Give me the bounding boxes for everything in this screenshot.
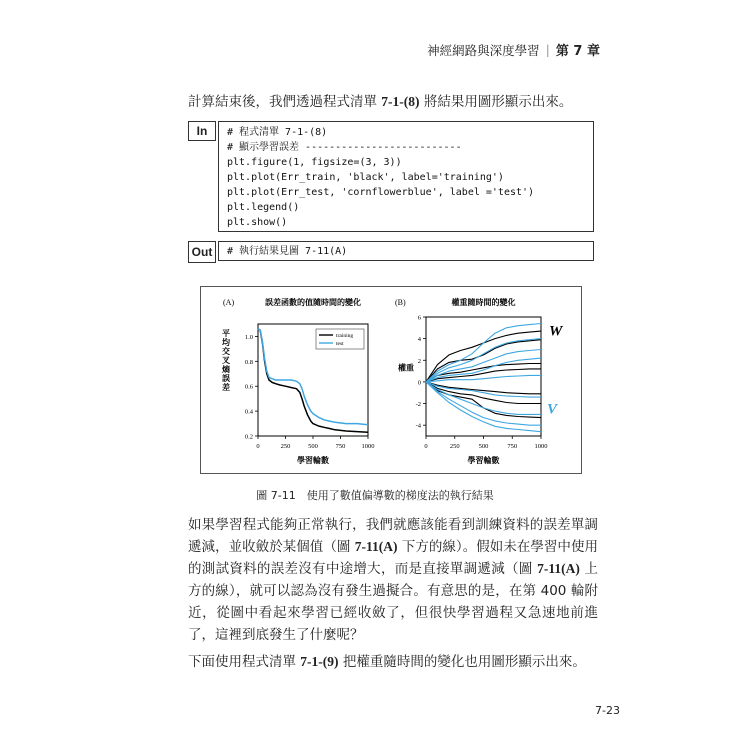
output-box: [218, 241, 594, 261]
panel-label: (A): [223, 298, 235, 307]
intro-sentence: [188, 90, 572, 110]
y-tick-label: 2: [417, 357, 421, 365]
code-line: plt.plot(Err_train, 'black', label='training'): [227, 172, 504, 183]
legend-label: training: [336, 333, 354, 339]
x-tick-label: 750: [507, 443, 518, 450]
chart-title: 誤差函數的值隨時間的變化: [265, 298, 361, 307]
intro-listing-ref: 7-1-(8): [381, 94, 420, 109]
paragraph-text: 把權重隨時間的變化也用圖形顯示出來。: [338, 654, 586, 670]
figure-frame: [200, 286, 582, 474]
output-line: # 執行結果見圖 7-11(A): [227, 246, 348, 257]
y-tick-label: 1.0: [244, 333, 253, 341]
x-tick-label: 500: [478, 443, 489, 450]
body-paragraph-2: [188, 651, 598, 673]
figure-ref: 7-11(A): [537, 561, 580, 576]
chart-title: 權重隨時間的變化: [451, 298, 516, 307]
figure-ref: 7-11(A): [354, 539, 398, 554]
x-axis-label: 學習輪數: [297, 456, 329, 465]
code-line: plt.plot(Err_test, 'cornflowerblue', label ='test'): [227, 187, 535, 198]
header-separator: |: [545, 42, 550, 57]
running-header: [427, 40, 600, 59]
y-tick-label: 0.2: [244, 433, 253, 441]
code-line: plt.figure(1, figsize=(3, 3)): [227, 157, 402, 168]
y-tick-label: 4: [417, 336, 421, 344]
y-tick-label: -4: [415, 422, 421, 430]
out-label: Out: [188, 241, 216, 263]
figure-ref: 7-1-(9): [300, 654, 339, 669]
y-tick-label: -2: [415, 401, 421, 409]
in-label: In: [188, 121, 216, 141]
y-tick-label: 0.6: [244, 383, 253, 391]
y-tick-label: 0.8: [244, 358, 253, 366]
figure-svg: [201, 287, 581, 473]
y-axis-label: 權重: [398, 363, 414, 373]
intro-text-after: 將結果用圖形顯示出來。: [419, 94, 573, 110]
paragraph-text: 如果學習程式能夠正常執行，我們就應該能看到訓練資料的誤差單調遞減，並收斂於某個值（圖: [188, 517, 598, 555]
code-line: # 程式清單 7-1-(8): [227, 127, 328, 138]
x-tick-label: 750: [335, 443, 346, 450]
x-tick-label: 250: [449, 443, 460, 450]
y-tick-label: 0: [417, 379, 421, 387]
legend-label: test: [336, 341, 344, 347]
x-tick-label: 500: [308, 443, 318, 450]
page-number: 7-23: [595, 704, 620, 717]
paragraph-text: 下面使用程式清單: [188, 654, 301, 670]
annotation-v: V: [547, 401, 558, 418]
y-tick-label: 6: [417, 314, 421, 322]
y-tick-label: 0.4: [244, 408, 253, 416]
panel-label: (B): [395, 298, 406, 307]
x-tick-label: 1000: [534, 443, 548, 450]
x-tick-label: 1000: [361, 443, 375, 450]
x-tick-label: 0: [424, 443, 428, 450]
x-tick-label: 250: [280, 443, 291, 450]
paragraph-text: 上方的線），就可以認為沒有發生過擬合。有意思的是，在第 400 輪附近，從圖中看起來學習已經收斂了，但很快學習過程又急速地前進了，這裡到底發生了什麼呢？: [188, 561, 598, 643]
annotation-w: W: [549, 323, 563, 340]
figure-caption: 圖 7-11 使用了數值偏導數的梯度法的執行結果: [256, 489, 494, 502]
x-axis-label: 學習輪數: [467, 456, 500, 465]
code-listing: [218, 121, 594, 232]
paragraph-text: 下方的線）。假如未在學習中使用的測試資料的誤差沒有中途增大，而是直接單調遞減（圖: [188, 539, 598, 577]
section-title: 神經網路與深度學習: [427, 42, 540, 58]
y-axis-label: 平均交叉熵誤差: [221, 329, 231, 392]
chapter-label: 第 7 章: [555, 44, 600, 59]
code-line: plt.show(): [227, 217, 288, 228]
code-line: # 顯示學習誤差 --------------------------: [227, 142, 462, 153]
body-paragraph-1: [188, 514, 598, 646]
code-line: plt.legend(): [227, 202, 300, 213]
intro-text-before: 計算結束後，我們透過程式清單: [188, 94, 382, 110]
x-tick-label: 0: [256, 443, 260, 450]
